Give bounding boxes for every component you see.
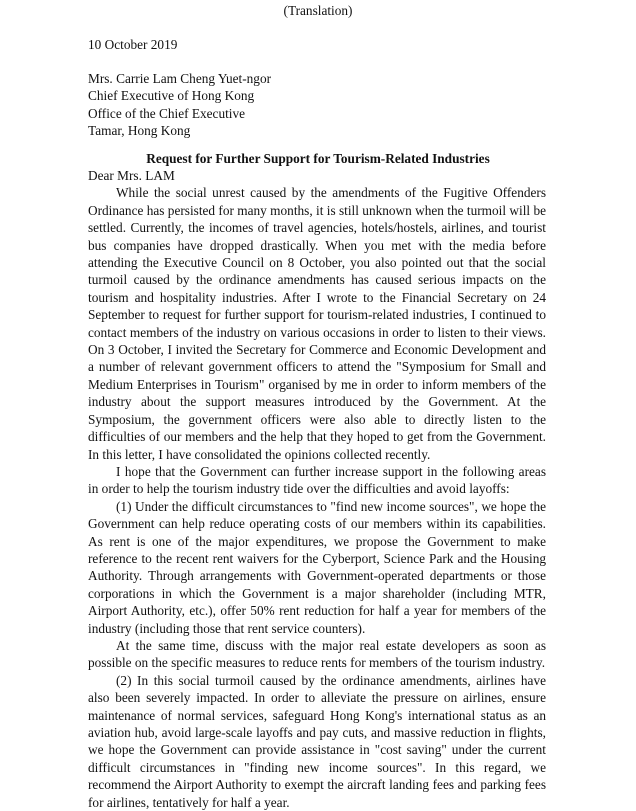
translation-note: (Translation) [283,3,353,18]
paragraph-point-2: (2) In this social turmoil caused by the ordinance amendments, airlines have also been severely impacted. In order to alleviate the pressure on airlines, ensure maintenance of normal services, safeguard Hong Kong's international status as an aviation hub, avoid large-scale layoffs and pay cuts, and massive reduction in flights, we hope the Government can provide assistance in "cost saving" under the current difficult circumstances in "finding new income sources". In this regard, we recommend the Airport Authority to exempt the aircraft landing fees and parking fees for airlines, tentatively for half a year. [88,672,546,810]
recipient-name: Mrs. Carrie Lam Cheng Yuet-ngor [88,71,272,86]
letter-body [88,167,546,811]
paragraph-intro: While the social unrest caused by the amendments of the Fugitive Offenders Ordinance has persisted for many months, it is still unknown when the turmoil will be settled. Currently, the incomes of travel agencies, hotels/hostels, airlines, and tourist bus companies have dropped drastically. When you met with the media before attending the Executive Council on 8 October, you also pointed out that the social turmoil caused by the ordinance amendments has caused serious impacts on the tourism and hospitality industries. After I wrote to the Financial Secretary on 24 September to request for further support for tourism-related industries, I continued to contact members of the industry on various occasions in order to listen to their views. On 3 October, I invited the Secretary for Commerce and Economic Development and a number of relevant government officers to attend the "Symposium for Small and Medium Enterprises in Tourism" organised by me in order to inform members of the industry about the support measures introduced by the Government. At the Symposium, the government officers were also able to directly listen to the difficulties of our members and the help that they hoped to get from the Government. In this letter, I have consolidated the opinions collected recently. [88,185,546,462]
recipient-title: Chief Executive of Hong Kong [88,88,255,104]
salutation: Dear Mrs. LAM [88,168,175,183]
recipient-office: Office of the Chief Executive [88,105,246,121]
letter-date: 10 October 2019 [88,37,178,52]
recipient-address [88,70,271,140]
recipient-location: Tamar, Hong Kong [88,123,191,139]
letter-subject: Request for Further Support for Tourism-Related Industries [146,151,490,166]
paragraph-point-1: (1) Under the difficult circumstances to "find new income sources", we hope the Government can help reduce operating costs of our members within its capabilities. As rent is one of the major expenditures, we propose the Government to make reference to the recent rent waivers for the Cyberport, Science Park and the Housing Authority. Through arrangements with Government-operated departments or those corporations in which the Government is a major shareholder (including MTR, Airport Authority, etc.), offer 50% rent reduction for half a year for members of the industry (including those that rent service counters). [88,498,546,636]
paragraph-developers: At the same time, discuss with the major real estate developers as soon as possible on the specific measures to reduce rents for members of the tourism industry. [88,637,546,671]
paragraph-hope: I hope that the Government can further increase support in the following areas in order to help the tourism industry tide over the difficulties and avoid layoffs: [88,463,546,497]
